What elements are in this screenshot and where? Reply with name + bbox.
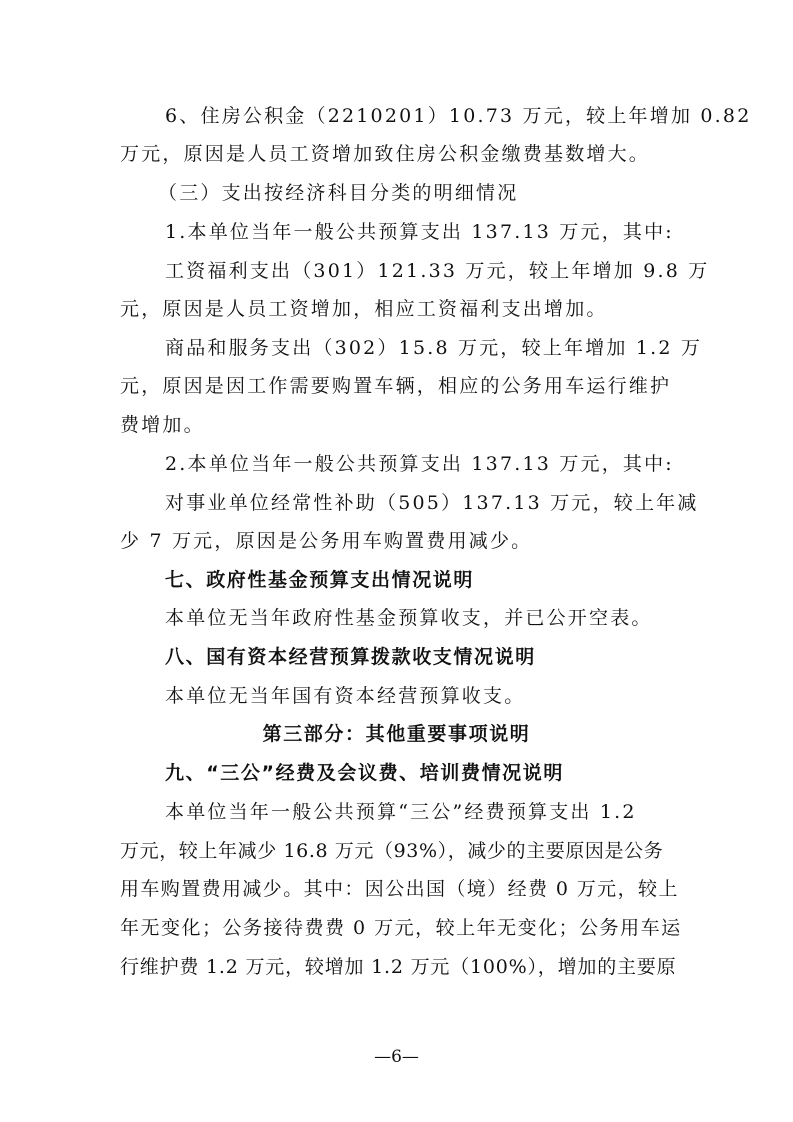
paragraph-line: 对事业单位经常性补助（505）137.13 万元，较上年减: [165, 492, 699, 514]
paragraph-line: 少 7 万元，原因是公务用车购置费用减少。: [120, 530, 533, 552]
paragraph-line: 元，原因是因工作需要购置车辆，相应的公务用车运行维护: [120, 375, 672, 397]
paragraph-line: 6、住房公积金（2210201）10.73 万元，较上年增加 0.82: [165, 105, 752, 127]
section-heading: 七、政府性基金预算支出情况说明: [165, 569, 475, 591]
paragraph-line: 商品和服务支出（302）15.8 万元，较上年增加 1.2 万: [165, 337, 703, 359]
paragraph-line: 工资福利支出（301）121.33 万元，较上年增加 9.8 万: [165, 260, 710, 282]
paragraph-line: 费增加。: [120, 414, 205, 436]
section-heading: 九、“三公”经费及会议费、培训费情况说明: [165, 762, 564, 784]
paragraph-line: 万元，原因是人员工资增加致住房公积金缴费基数增大。: [120, 143, 651, 165]
paragraph-line: 1.本单位当年一般公共预算支出 137.13 万元，其中:: [165, 221, 674, 243]
part-heading: 第三部分：其他重要事项说明: [262, 723, 531, 745]
paragraph-line: 本单位无当年政府性基金预算收支，并已公开空表。: [165, 607, 653, 629]
section-subheading: （三）支出按经济科目分类的明细情况: [158, 182, 519, 204]
paragraph-line: 年无变化；公务接待费费 0 万元，较上年无变化；公务用车运: [120, 917, 682, 939]
paragraph-line: 本单位无当年国有资本经营预算收支。: [165, 685, 526, 707]
paragraph-line: 行维护费 1.2 万元，较增加 1.2 万元（100%），增加的主要原: [120, 956, 677, 978]
section-heading: 八、国有资本经营预算拨款收支情况说明: [165, 646, 536, 668]
paragraph-line: 用车购置费用减少。其中：因公出国（境）经费 0 万元，较上: [120, 878, 679, 900]
paragraph-line: 万元，较上年减少 16.8 万元（93%），减少的主要原因是公务: [120, 840, 664, 862]
page-number: —6—: [374, 1047, 419, 1067]
paragraph-line: 元，原因是人员工资增加，相应工资福利支出增加。: [120, 298, 608, 320]
paragraph-line: 本单位当年一般公共预算“三公”经费预算支出 1.2: [165, 801, 637, 823]
paragraph-line: 2.本单位当年一般公共预算支出 137.13 万元，其中:: [165, 453, 674, 475]
